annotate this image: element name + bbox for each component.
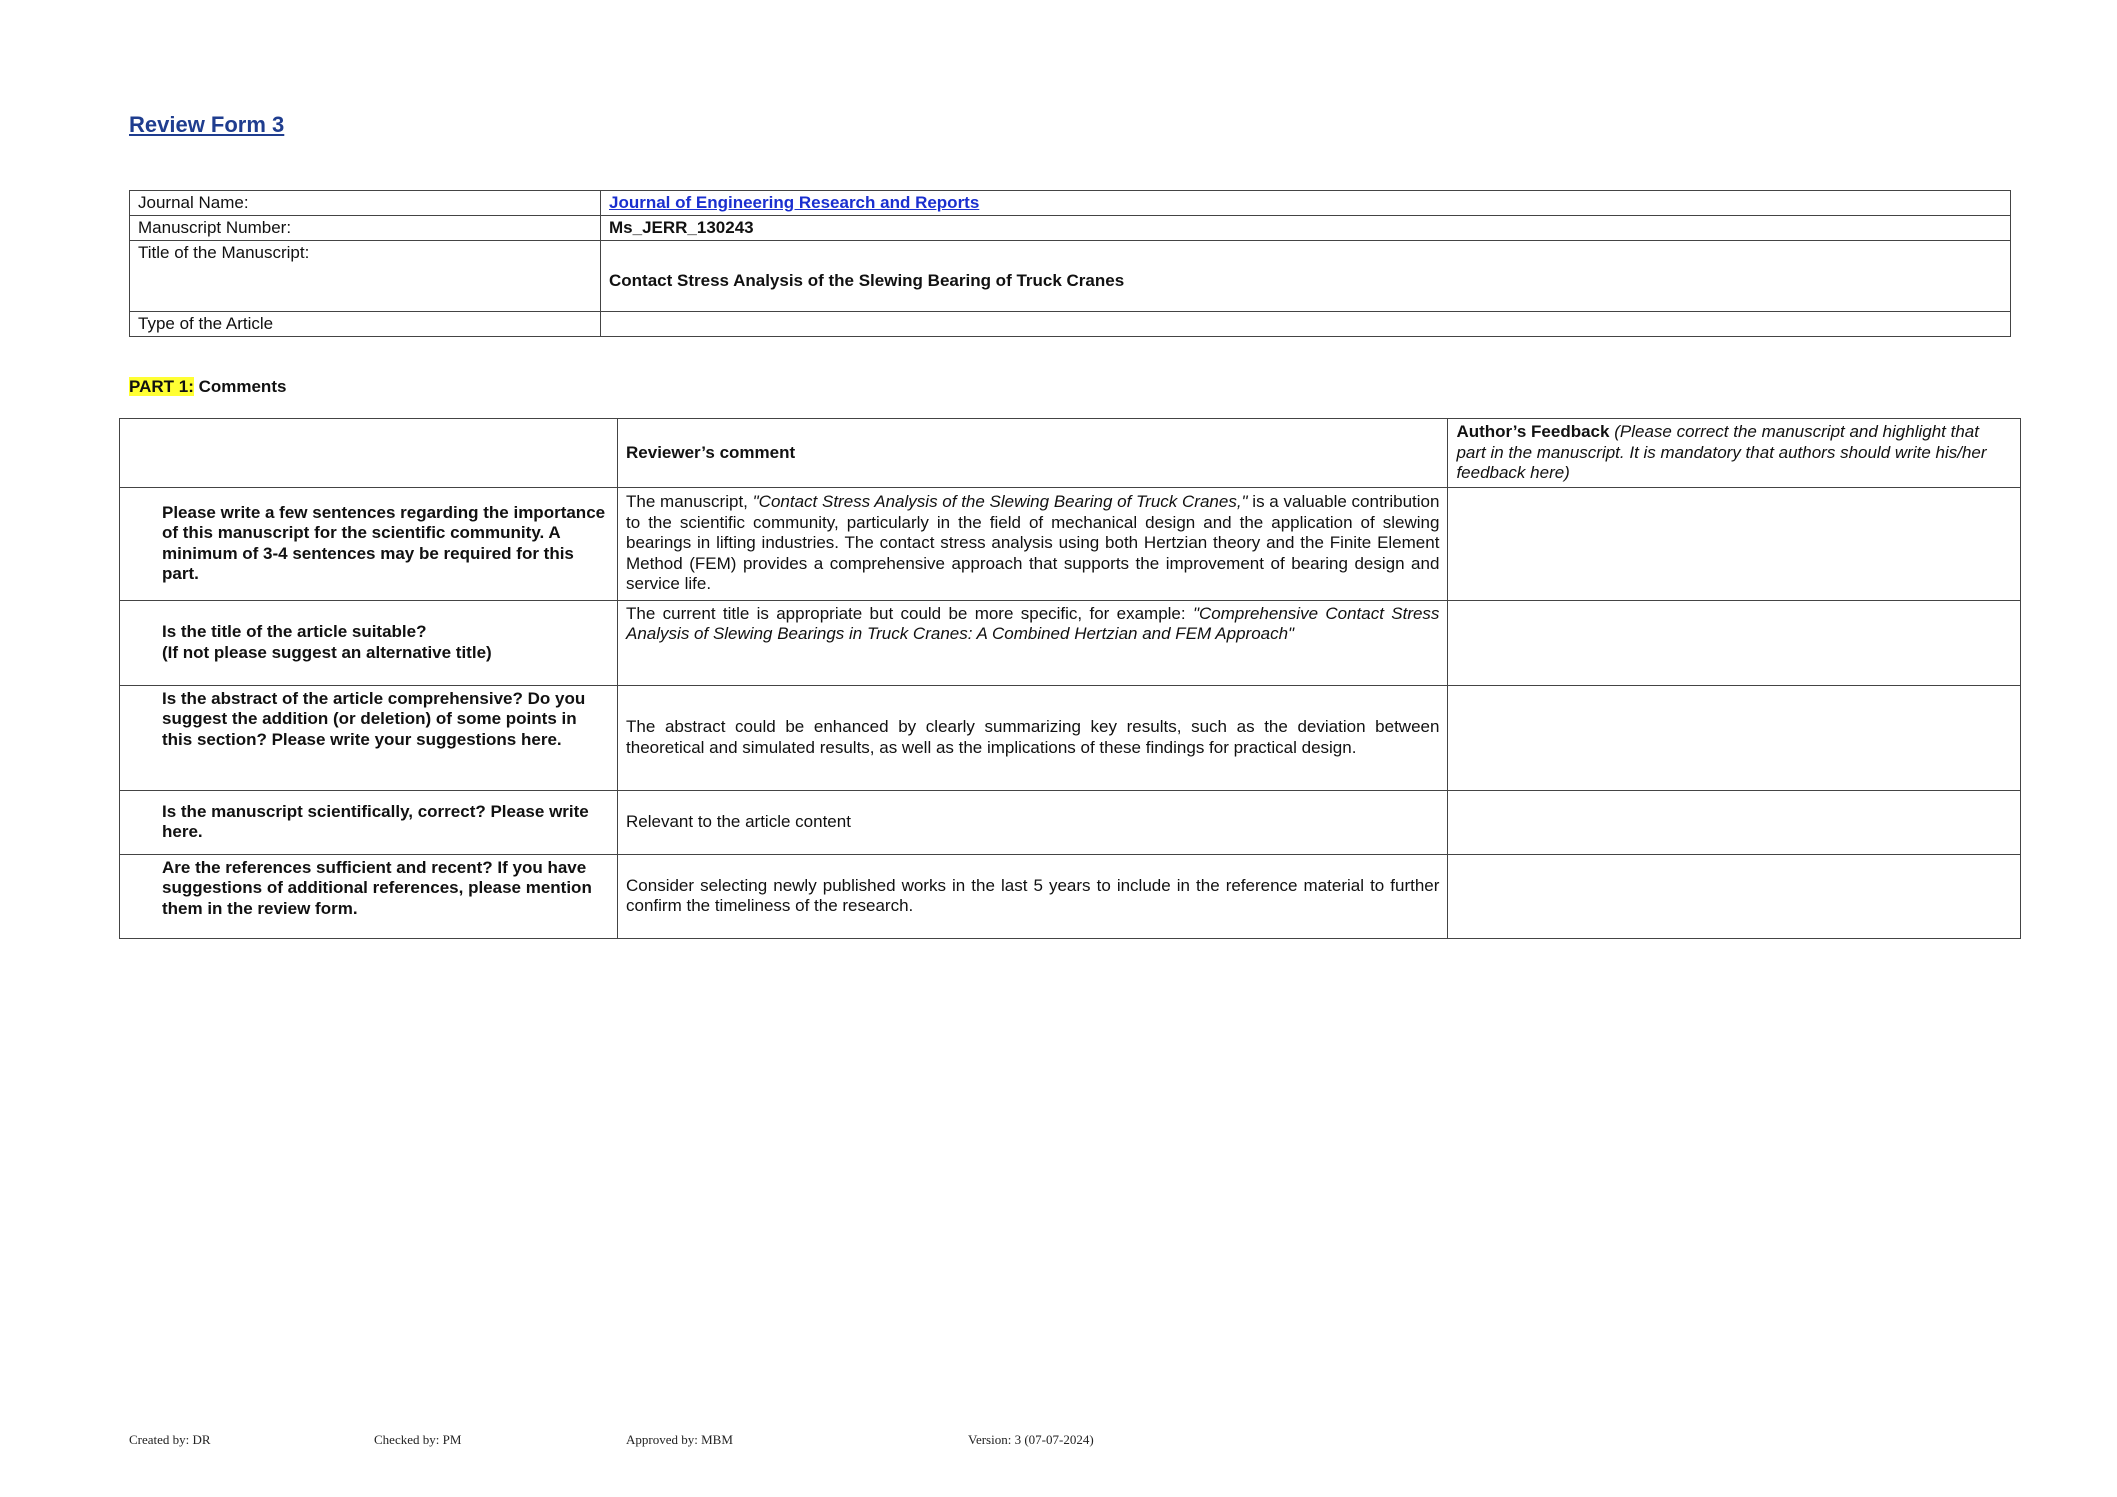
table-row <box>120 854 2021 938</box>
question-title-line1: Is the title of the article suitable? <box>162 622 427 641</box>
part1-label: PART 1: <box>129 377 194 396</box>
reviewer-comment-importance <box>618 487 1448 600</box>
manuscript-number-value: Ms_JERR_130243 <box>601 216 2011 241</box>
reviewer-comment-abstract: The abstract could be enhanced by clearly summarizing key results, such as the deviation between theoretical and simulated results, as well as the implications of these findings for practical design. <box>618 685 1448 790</box>
author-feedback-title[interactable] <box>1448 600 2021 685</box>
article-type-row <box>130 312 2011 337</box>
article-type-label: Type of the Article <box>130 312 601 337</box>
journal-name-label: Journal Name: <box>130 191 601 216</box>
table-row <box>120 790 2021 854</box>
author-feedback-references[interactable] <box>1448 854 2021 938</box>
question-title-line2: (If not please suggest an alternative title) <box>162 642 492 662</box>
question-references: Are the references sufficient and recent? If you have suggestions of additional references, please mention them in the review form. <box>120 854 618 938</box>
manuscript-info-table <box>129 190 2011 337</box>
table-row <box>120 685 2021 790</box>
journal-name-link[interactable]: Journal of Engineering Research and Reports <box>609 193 980 212</box>
footer-created-by: Created by: DR <box>129 1432 211 1447</box>
reviewer-comment-title <box>618 600 1448 685</box>
header-question-cell <box>120 419 618 488</box>
part1-heading-text: Comments <box>193 377 287 396</box>
author-feedback-scientific[interactable] <box>1448 790 2021 854</box>
author-feedback-abstract[interactable] <box>1448 685 2021 790</box>
comments-table <box>119 418 2021 939</box>
question-importance: Please write a few sentences regarding the importance of this manuscript for the scientific community. A minimum of 3-4 sentences may be required for this part. <box>120 487 618 600</box>
header-author-feedback <box>1448 419 2021 488</box>
header-reviewer-comment: Reviewer’s comment <box>618 419 1448 488</box>
table-row <box>120 600 2021 685</box>
reviewer-comment-scientific: Relevant to the article content <box>618 790 1448 854</box>
question-scientific: Is the manuscript scientifically, correct? Please write here. <box>120 790 618 854</box>
author-feedback-title: Author’s Feedback <box>1456 422 1610 441</box>
footer-approved-by: Approved by: MBM <box>626 1432 733 1447</box>
question-abstract: Is the abstract of the article comprehensive? Do you suggest the addition (or deletion) of some points in this section? Please write your suggestions here. <box>120 685 618 790</box>
journal-name-row <box>130 191 2011 216</box>
comment-italic-text: "Contact Stress Analysis of the Slewing Bearing of Truck Cranes," <box>752 492 1248 512</box>
manuscript-number-row <box>130 216 2011 241</box>
comment-text: The manuscript, <box>626 492 753 512</box>
manuscript-title-label: Title of the Manuscript: <box>130 241 601 312</box>
comment-italic-text: "Comprehensive Contact Stress Analysis of Slewing Bearings in Truck Cranes: A Combined Hertzian and FEM Approach" <box>626 603 1440 643</box>
author-feedback-importance[interactable] <box>1448 487 2021 600</box>
footer-version: Version: 3 (07-07-2024) <box>968 1432 1094 1447</box>
manuscript-title-value: Contact Stress Analysis of the Slewing Bearing of Truck Cranes <box>601 241 2011 312</box>
manuscript-title-row <box>130 241 2011 312</box>
question-title <box>120 600 618 685</box>
footer-checked-by: Checked by: PM <box>374 1432 462 1447</box>
manuscript-number-label: Manuscript Number: <box>130 216 601 241</box>
comment-text: is a valuable contribution to the scientific community, particularly in the field of mechanical design and the application of slewing bearings in lifting industries. The contact stress analysis using both Hertzian theory and the Finite Element Method (FEM) provides a comprehensive approach that supports the improvement of bearing design and service life. <box>626 492 1440 594</box>
reviewer-comment-references: Consider selecting newly published works in the last 5 years to include in the reference material to further confirm the timeliness of the research. <box>618 854 1448 938</box>
table-row <box>120 487 2021 600</box>
form-title[interactable]: Review Form 3 <box>129 112 285 137</box>
journal-name-cell <box>601 191 2011 216</box>
comments-header-row <box>120 419 2021 488</box>
article-type-value <box>601 312 2011 337</box>
author-feedback-instructions: (Please correct the manuscript and highlight that part in the manuscript. It is mandatory that authors should write his/her feedback here) <box>1456 422 1987 482</box>
part1-heading <box>129 377 286 397</box>
comment-text: The current title is appropriate but could be more specific, for example: <box>626 603 1193 623</box>
